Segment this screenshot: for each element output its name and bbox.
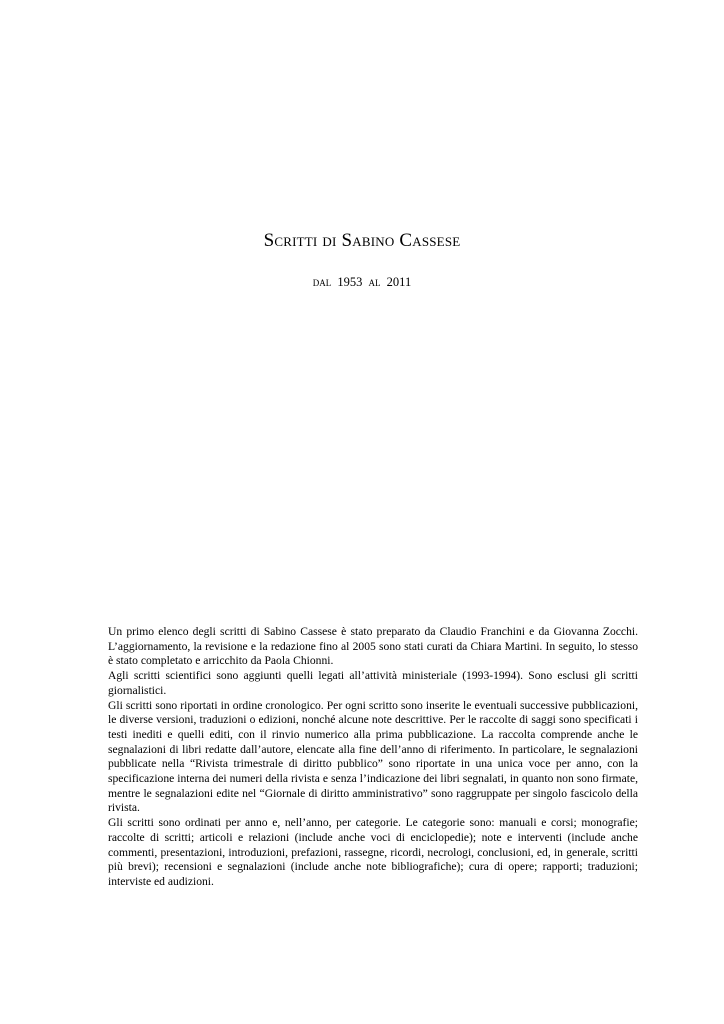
document-subtitle: dal 1953 al 2011 xyxy=(312,275,412,289)
paragraph: Gli scritti sono riportati in ordine cronologico. Per ogni scritto sono inserite le eventuali successive pubblicazioni, le diverse versioni, traduzioni o edizioni, nonché alcune note descrittive. Per le raccolte di saggi sono specificati i testi inediti e quelli editi, con il rinvio numerico alla prima pubblicazione. La raccolta comprende anche le segnalazioni di libri redatte dall’autore, elencate alla fine dell’anno di riferimento. In particolare, le segnalazioni pubblicate nella “Rivista trimestrale di diritto pubblico” sono riportate in una unica voce per anno, con la specificazione interna dei numeri della rivista e senza l’indicazione dei libri segnalati, in quanto non sono firmate, mentre le segnalazioni edite nel “Giornale di diritto amministrativo” sono raggruppate per singolo fascicolo della rivista. xyxy=(108,698,638,815)
introductory-notes xyxy=(108,625,638,890)
paragraph: Gli scritti sono ordinati per anno e, nell’anno, per categorie. Le categorie sono: manuali e corsi; monografie; raccolte di scritti; articoli e relazioni (include anche voci di enciclopedie); note e interventi (include anche commenti, presentazioni, introduzioni, prefazioni, rassegne, ricordi, necrologi, conclusioni, ed, in generale, scritti più brevi); recensioni e segnalazioni (include anche note bibliografiche); cura di opere; rapporti; traduzioni; interviste ed audizioni. xyxy=(108,816,638,888)
paragraph: Agli scritti scientifici sono aggiunti quelli legati all’attività ministeriale (1993-1994). Sono esclusi gli scritti giornalistici. xyxy=(108,669,638,697)
document-title: Scritti di Sabino Cassese xyxy=(263,230,461,251)
paragraph: Un primo elenco degli scritti di Sabino Cassese è stato preparato da Claudio Franchini e da Giovanna Zocchi. L’aggiornamento, la revisione e la redazione fino al 2005 sono stati curati da Chiara Martini. In seguito, lo stesso è stato completato e arricchito da Paola Chionni. xyxy=(108,625,638,668)
